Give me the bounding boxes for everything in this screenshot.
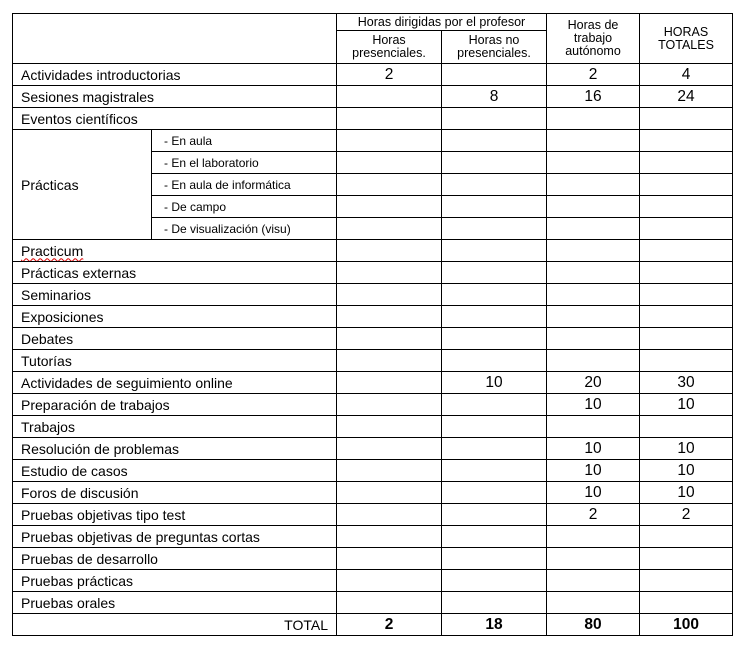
cell-no-presenciales xyxy=(442,174,547,196)
cell-total: 2 xyxy=(640,504,733,526)
cell-total: 10 xyxy=(640,460,733,482)
cell-autonomo: 2 xyxy=(547,64,640,86)
cell-autonomo xyxy=(547,218,640,240)
cell-autonomo xyxy=(547,328,640,350)
row-label: Resolución de problemas xyxy=(13,438,337,460)
cell-autonomo xyxy=(547,350,640,372)
cell-autonomo xyxy=(547,592,640,614)
row-label: Eventos científicos xyxy=(13,108,337,130)
cell-total xyxy=(640,130,733,152)
cell-no-presenciales xyxy=(442,504,547,526)
cell-presenciales xyxy=(337,152,442,174)
cell-autonomo xyxy=(547,130,640,152)
row-label: Practicum xyxy=(13,240,337,262)
cell-autonomo xyxy=(547,548,640,570)
row-label: Pruebas objetivas tipo test xyxy=(13,504,337,526)
cell-no-presenciales xyxy=(442,350,547,372)
row-label: Sesiones magistrales xyxy=(13,86,337,108)
cell-autonomo xyxy=(547,152,640,174)
cell-total xyxy=(640,350,733,372)
cell-total: 10 xyxy=(640,394,733,416)
cell-no-presenciales xyxy=(442,526,547,548)
table-row xyxy=(13,416,733,438)
cell-presenciales xyxy=(337,570,442,592)
cell-no-presenciales xyxy=(442,130,547,152)
cell-total xyxy=(640,570,733,592)
table-row xyxy=(13,394,733,416)
cell-presenciales xyxy=(337,504,442,526)
table-row xyxy=(13,262,733,284)
cell-presenciales xyxy=(337,526,442,548)
cell-presenciales xyxy=(337,218,442,240)
practicas-item: - En el laboratorio xyxy=(152,152,337,174)
cell-autonomo: 16 xyxy=(547,86,640,108)
cell-no-presenciales xyxy=(442,438,547,460)
cell-no-presenciales xyxy=(442,152,547,174)
practicas-item: - De visualización (visu) xyxy=(152,218,337,240)
row-label: Seminarios xyxy=(13,284,337,306)
practicas-label: Prácticas xyxy=(13,130,152,240)
row-label: Debates xyxy=(13,328,337,350)
table-row xyxy=(13,240,733,262)
total-total: 100 xyxy=(640,614,733,636)
row-label: Actividades de seguimiento online xyxy=(13,372,337,394)
cell-autonomo xyxy=(547,416,640,438)
cell-total xyxy=(640,240,733,262)
row-label: Prácticas externas xyxy=(13,262,337,284)
cell-total xyxy=(640,328,733,350)
cell-total xyxy=(640,416,733,438)
cell-presenciales: 2 xyxy=(337,64,442,86)
cell-presenciales xyxy=(337,262,442,284)
practicas-item: - En aula xyxy=(152,130,337,152)
row-label: Tutorías xyxy=(13,350,337,372)
row-label: Estudio de casos xyxy=(13,460,337,482)
cell-total xyxy=(640,526,733,548)
cell-presenciales xyxy=(337,372,442,394)
cell-total xyxy=(640,592,733,614)
cell-presenciales xyxy=(337,240,442,262)
header-presenciales: Horas presenciales. xyxy=(337,31,442,64)
cell-no-presenciales xyxy=(442,262,547,284)
table-row xyxy=(13,570,733,592)
cell-no-presenciales xyxy=(442,592,547,614)
cell-total: 24 xyxy=(640,86,733,108)
practicas-item: - De campo xyxy=(152,196,337,218)
row-label: Trabajos xyxy=(13,416,337,438)
header-autonomo: Horas de trabajo autónomo xyxy=(547,14,640,64)
cell-presenciales xyxy=(337,86,442,108)
table-row xyxy=(13,526,733,548)
cell-no-presenciales xyxy=(442,570,547,592)
cell-total: 10 xyxy=(640,438,733,460)
cell-autonomo: 20 xyxy=(547,372,640,394)
cell-presenciales xyxy=(337,306,442,328)
cell-autonomo: 10 xyxy=(547,438,640,460)
cell-no-presenciales xyxy=(442,306,547,328)
cell-autonomo: 10 xyxy=(547,482,640,504)
table-row xyxy=(13,328,733,350)
cell-presenciales xyxy=(337,394,442,416)
total-row xyxy=(13,614,733,636)
cell-presenciales xyxy=(337,548,442,570)
cell-presenciales xyxy=(337,174,442,196)
cell-autonomo xyxy=(547,196,640,218)
cell-autonomo: 10 xyxy=(547,394,640,416)
row-label: Preparación de trabajos xyxy=(13,394,337,416)
header-group: Horas dirigidas por el profesor xyxy=(337,14,547,31)
table-row xyxy=(13,372,733,394)
cell-autonomo xyxy=(547,526,640,548)
cell-autonomo: 10 xyxy=(547,460,640,482)
cell-presenciales xyxy=(337,328,442,350)
total-no-presenciales: 18 xyxy=(442,614,547,636)
cell-no-presenciales: 8 xyxy=(442,86,547,108)
table-row xyxy=(13,460,733,482)
cell-total xyxy=(640,218,733,240)
cell-autonomo xyxy=(547,174,640,196)
table-row xyxy=(13,64,733,86)
cell-total xyxy=(640,152,733,174)
table-row xyxy=(13,306,733,328)
table-row xyxy=(13,284,733,306)
cell-autonomo xyxy=(547,262,640,284)
cell-total xyxy=(640,306,733,328)
header-blank xyxy=(13,14,337,64)
total-label: TOTAL xyxy=(13,614,337,636)
cell-presenciales xyxy=(337,416,442,438)
table-row xyxy=(13,548,733,570)
header-totales: HORAS TOTALES xyxy=(640,14,733,64)
practicas-item: - En aula de informática xyxy=(152,174,337,196)
table-row xyxy=(13,108,733,130)
cell-no-presenciales xyxy=(442,328,547,350)
cell-no-presenciales xyxy=(442,548,547,570)
table-row xyxy=(13,504,733,526)
cell-autonomo xyxy=(547,570,640,592)
row-label: Foros de discusión xyxy=(13,482,337,504)
cell-presenciales xyxy=(337,438,442,460)
table-row xyxy=(13,130,733,152)
table-row xyxy=(13,482,733,504)
cell-total xyxy=(640,174,733,196)
cell-total xyxy=(640,548,733,570)
total-autonomo: 80 xyxy=(547,614,640,636)
cell-autonomo: 2 xyxy=(547,504,640,526)
cell-no-presenciales xyxy=(442,64,547,86)
row-label: Actividades introductorias xyxy=(13,64,337,86)
cell-total xyxy=(640,108,733,130)
cell-no-presenciales xyxy=(442,460,547,482)
cell-presenciales xyxy=(337,130,442,152)
cell-no-presenciales xyxy=(442,218,547,240)
row-label: Pruebas orales xyxy=(13,592,337,614)
header-no-presenciales: Horas no presenciales. xyxy=(442,31,547,64)
cell-no-presenciales xyxy=(442,108,547,130)
table-row xyxy=(13,438,733,460)
cell-no-presenciales xyxy=(442,284,547,306)
cell-no-presenciales xyxy=(442,196,547,218)
cell-total: 4 xyxy=(640,64,733,86)
cell-presenciales xyxy=(337,592,442,614)
cell-total xyxy=(640,262,733,284)
cell-no-presenciales xyxy=(442,416,547,438)
hours-table xyxy=(12,13,733,636)
cell-presenciales xyxy=(337,482,442,504)
cell-no-presenciales xyxy=(442,482,547,504)
cell-autonomo xyxy=(547,284,640,306)
table-row xyxy=(13,350,733,372)
cell-presenciales xyxy=(337,350,442,372)
cell-total: 10 xyxy=(640,482,733,504)
cell-total xyxy=(640,196,733,218)
cell-autonomo xyxy=(547,240,640,262)
cell-no-presenciales: 10 xyxy=(442,372,547,394)
total-presenciales: 2 xyxy=(337,614,442,636)
cell-presenciales xyxy=(337,460,442,482)
row-label: Pruebas prácticas xyxy=(13,570,337,592)
cell-presenciales xyxy=(337,196,442,218)
table-row xyxy=(13,592,733,614)
cell-no-presenciales xyxy=(442,394,547,416)
row-label: Exposiciones xyxy=(13,306,337,328)
cell-total xyxy=(640,284,733,306)
cell-no-presenciales xyxy=(442,240,547,262)
cell-presenciales xyxy=(337,108,442,130)
row-label: Pruebas de desarrollo xyxy=(13,548,337,570)
cell-autonomo xyxy=(547,306,640,328)
cell-autonomo xyxy=(547,108,640,130)
cell-presenciales xyxy=(337,284,442,306)
row-label: Pruebas objetivas de preguntas cortas xyxy=(13,526,337,548)
table-row xyxy=(13,86,733,108)
cell-total: 30 xyxy=(640,372,733,394)
